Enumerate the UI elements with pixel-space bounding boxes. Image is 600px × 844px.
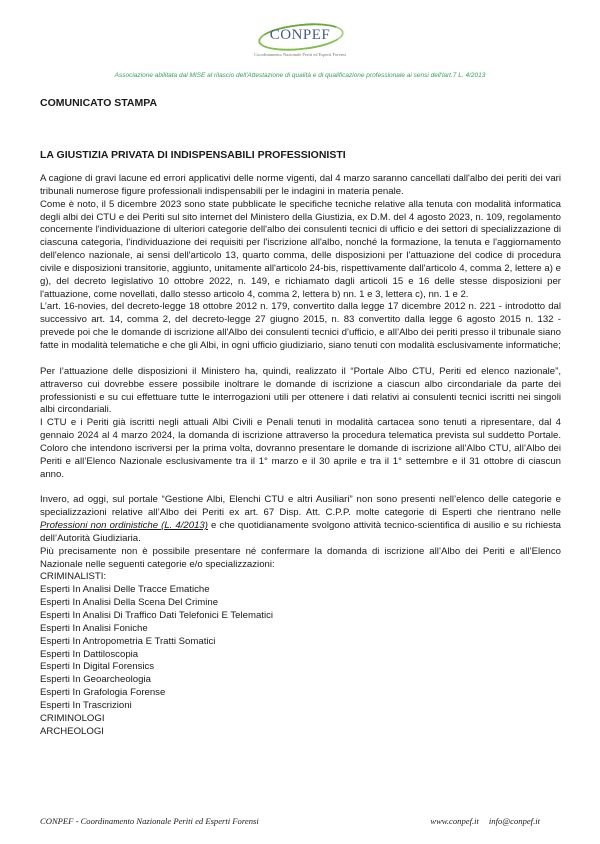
footer-contacts xyxy=(430,816,540,826)
paragraph-3: L’art. 16-novies, del decreto-legge 18 ottobre 2012 n. 179, convertito dalla legge 17 dicembre 2012 n. 221 - introdotto dal successivo art. 14, comma 2, del decreto-legge 27 giugno 2015, n. 83 convertito dalla legge 6 agosto 2015 n. 132 - prevede poi che le domande di iscrizione all'Albo dei consulenti tecnici d’ufficio, e all’Albo dei periti presso il tribunale siano fatte in modalità telematiche e che gli Albi, in ogni ufficio giudiziario, siano tenuti con modalità esclusivamente informatiche; xyxy=(40,301,561,351)
category-item: Esperti In Trascrizioni xyxy=(40,699,132,711)
logo-subtitle: Coordinamento Nazionale Periti ed Esperti Forensi xyxy=(253,52,347,57)
category-heading-archeologi: ARCHEOLOGI xyxy=(40,725,104,737)
footer-email-link[interactable]: info@conpef.it xyxy=(488,816,540,826)
paragraph-6-start: Invero, ad oggi, sul portale “Gestione Albi, Elenchi CTU e altri Ausiliari” non sono presenti nell’elenco delle categorie e specializzazioni relative all’Albo dei Periti ex art. 67 Disp. Att. C.P.P. molte categorie di Esperti che rientrano nelle xyxy=(40,494,561,519)
paragraph-6-end: e che quotidianamente svolgono attività tecnico-scientifica di ausilio e su richiesta dell’Autorità Giudiziaria. xyxy=(40,520,561,544)
category-item: Esperti In Dattiloscopia xyxy=(40,648,139,660)
category-heading-criminologi: CRIMINOLOGI xyxy=(40,712,105,724)
paragraph-1: A cagione di gravi lacune ed errori applicativi delle norme vigenti, dal 4 marzo saranno cancellati dall'albo dei periti dei vari tribunali numerose figure professionali indispensabili per le indagini in materia penale. xyxy=(40,173,561,197)
logo-text: CONPEF xyxy=(269,27,331,43)
category-list xyxy=(40,571,561,738)
footer-website-link[interactable]: www.conpef.it xyxy=(430,816,479,826)
paragraph-5: I CTU e i Periti già iscritti negli attuali Albi Civili e Penali tenuti in modalità cartacea sono tenuti a ripresentare, dal 4 gennaio 2024 al 4 marzo 2024, la domanda di iscrizione attraverso la procedura telematica prevista sul suddetto Portale. Coloro che intendono iscriversi per la prima volta, dovranno presentare le domande di iscrizione all’Albo CTU, all’Albo dei Periti e all’Elenco Nazionale esclusivamente tra il 1° marzo e il 30 aprile e tra il 1° settembre e il 31 ottobre di ciascun anno. xyxy=(40,417,561,480)
category-heading-criminalisti: CRIMINALISTI: xyxy=(40,571,107,583)
document-label: COMUNICATO STAMPA xyxy=(40,97,158,109)
association-line: Associazione abilitata dal MISE al rilascio dell'Attestazione di qualità e di qualificazione professionale ai sensi dell'lart.7 L. 4/2013 xyxy=(114,72,486,79)
category-item: Esperti In Antropometria E Tratti Somatici xyxy=(40,635,216,647)
category-item: Esperti In Analisi Delle Tracce Ematiche xyxy=(40,584,210,596)
paragraph-7: Più precisamente non è possibile presentare né confermare la domanda di iscrizione all’Albo dei Periti e all’Elenco Nazionale nelle seguenti categorie e/o specializzazioni: xyxy=(40,545,561,570)
category-item: Esperti In Analisi Di Traffico Dati Telefonici E Telematici xyxy=(40,610,274,621)
document-body xyxy=(40,173,561,738)
category-item: Esperti In Geoarcheologia xyxy=(40,674,151,686)
category-item: Esperti In Analisi Foniche xyxy=(40,622,148,634)
category-item: Esperti In Analisi Della Scena Del Crimine xyxy=(40,597,219,609)
category-item: Esperti In Digital Forensics xyxy=(40,661,155,673)
category-item: Esperti In Grafologia Forense xyxy=(40,687,166,699)
document-title: LA GIUSTIZIA PRIVATA DI INDISPENSABILI PROFESSIONISTI xyxy=(40,149,346,161)
professioni-non-ordinistiche-link[interactable]: Professioni non ordinistiche (L. 4/2013) xyxy=(40,520,208,532)
paragraph-4: Per l’attuazione delle disposizioni il Ministero ha, quindi, realizzato il “Portale Albo CTU, Periti ed elenco nazionale”, attraverso cui dovrebbe essere possibile inoltrare le domande di iscrizione a ciascun albo circondariale da parte dei professionisti e su cui effettuare tutte le interrogazioni utili per ottenere i dati relativi ai consulenti tecnici iscritti nei singoli albi circondariali. xyxy=(40,365,561,416)
conpef-logo xyxy=(230,22,370,62)
paragraph-2: Come è noto, il 5 dicembre 2023 sono state pubblicate le specifiche tecniche relative alla tenuta con modalità informatica degli albi dei CTU e dei Periti sul sito internet del Ministero della Giustizia, ex D.M. del 4 agosto 2023, n. 109, regolamento concernente l'individuazione di ulteriori categorie dell'albo dei consulenti tecnici di ufficio e dei settori di specializzazione di ciascuna categoria, l'individuazione dei requisiti per l'iscrizione all'albo, nonché la formazione, la tenuta e l'aggiornamento dell'elenco nazionale, ai sensi dell'articolo 13, quarto comma, delle disposizioni per l'attuazione del codice di procedura civile e disposizioni transitorie, aggiunto, unitamente all'articolo 24-bis, rispettivamente dall'articolo 4, comma 2, lettere a) e g), del decreto legislativo 10 ottobre 2022, n. 149, e richiamato dagli articoli 15 e 16 delle stesse disposizioni per l'attuazione, come novellati, dallo stesso articolo 4, comma 2, lettera b) nn. 1 e 3, lettera c), nn. 1 e 2. xyxy=(40,198,561,300)
paragraph-6 xyxy=(40,494,561,545)
footer-organization: CONPEF - Coordinamento Nazionale Periti ed Esperti Forensi xyxy=(40,816,259,826)
